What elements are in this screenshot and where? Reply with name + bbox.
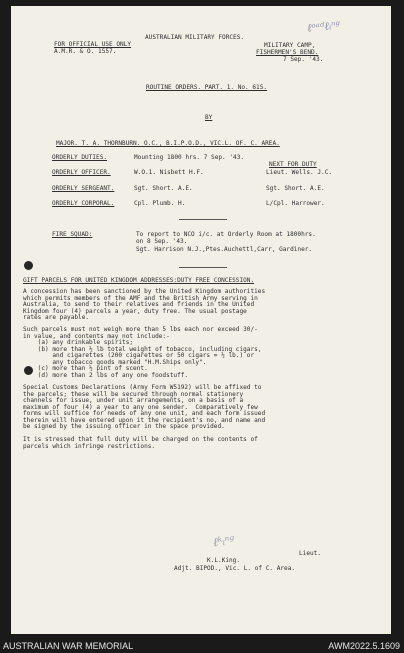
paragraph-line: be signed by the issuing officer in the space provided.	[23, 423, 225, 430]
paragraph-line: channels for issue, under unit arrangements, on a basis of a	[23, 397, 244, 404]
document-title: AUSTRALIAN MILITARY FORCES.	[145, 34, 245, 41]
reference-number: A.M.R. & O. 1557.	[54, 48, 117, 55]
classification-label: FOR OFFICIAL USE ONLY	[54, 41, 132, 48]
paragraph-line: It is stressed that full duty will be charged on the contents of	[23, 436, 258, 443]
fire-squad-label: FIRE SQUAD:	[52, 231, 93, 238]
signature-rank: Lieut.	[299, 550, 322, 557]
document-date: 7 Sep. '43.	[283, 56, 324, 63]
orderly-officer-next: Lieut. Wells. J.C.	[266, 169, 333, 176]
camp-location: FISHERMEN'S BEND.	[256, 49, 319, 56]
orderly-corporal-label: ORDERLY CORPORAL.	[52, 200, 115, 207]
footer-source: AUSTRALIAN WAR MEMORIAL	[3, 641, 134, 651]
paragraph-line: rates are payable.	[23, 314, 90, 321]
orderly-officer-label: ORDERLY OFFICER.	[52, 169, 111, 176]
camp-name: MILITARY CAMP,	[264, 42, 316, 49]
paragraph-line: A concession has been sanctioned by the United Kingdom authorities	[23, 288, 266, 295]
signature-title: Adjt. BIPOD., Vic. L. of C. Area.	[174, 565, 296, 572]
paragraph-line: which permits members of the AMF and the British Army serving in	[23, 294, 258, 302]
fire-squad-line-2: on 8 Sep. '43.	[136, 238, 188, 245]
footer-accession: AWM2022.5.1609	[328, 641, 400, 651]
paragraph-line: (d) more than 2 lbs of any one foodstuff.	[23, 371, 189, 379]
orderly-sergeant-label: ORDERLY SERGEANT.	[52, 185, 115, 192]
punch-hole-top	[24, 261, 33, 270]
handwritten-annotation: ℓᵒᵃᵈℓᵢⁿᵍ	[306, 18, 341, 35]
next-for-duty-label: NEXT FOR DUTY	[269, 161, 317, 168]
paragraph-line: (a) any drinkable spirits;	[23, 339, 134, 346]
paragraph-line: (c) more than ½ pint of scent.	[23, 365, 148, 372]
paragraph-line: Special Customs Declarations (Army Form W5192) will be affixed to	[23, 384, 262, 391]
paragraph-line: forms will suffice for needs of any one unit, and each form issued	[23, 410, 266, 417]
handwritten-signature: ℓᵏᵢⁿᵍ	[212, 532, 236, 550]
orders-heading: ROUTINE ORDERS. PART. 1. No. 615.	[146, 84, 268, 91]
paragraph-line: Such parcels must not weigh more than 5 lbs each nor exceed 30/-	[23, 326, 258, 333]
paragraph-line: the parcels; these will be secured through normal stationery	[23, 390, 244, 398]
fire-squad-line-3: Sgt. Harrison N.J.,Ptes.Auchettl,Carr, Gardiner.	[136, 246, 313, 253]
paragraph-line: (b) more than ½ lb total weight of tobacco, including cigars,	[23, 345, 262, 353]
orderly-sergeant-next: Sgt. Short. A.E.	[266, 185, 325, 192]
paragraph-line: therein will have entered upon it the recipient's no, and name and	[23, 416, 266, 424]
orders-by: BY	[205, 114, 213, 121]
paragraph-line: Kingdom four (4) parcels a year, duty free. The usual postage	[23, 307, 247, 315]
orderly-corporal-current: Cpl. Plumb. H.	[134, 200, 186, 207]
orderly-sergeant-current: Sgt. Short. A.E.	[134, 185, 193, 192]
paragraph-line: Australia, to send to their relatives and friends in the United	[23, 301, 255, 308]
orderly-duties-value: Mounting 1800 hrs. 7 Sep. '43.	[134, 154, 245, 161]
commanding-officer: MAJOR. T. A. THORNBURN. O.C., B.I.P.O.D., VIC.L. OF. C. AREA.	[56, 140, 280, 147]
paragraph-line: and cigarettes (200 cigarettes or 50 cigars = ½ lb.) or	[23, 352, 255, 359]
footer-bar	[0, 634, 404, 653]
section-divider	[179, 219, 227, 220]
paragraph-line: any tobacco goods marked "H.M.Ships only".	[23, 358, 207, 366]
orderly-corporal-next: L/Cpl. Harrower.	[266, 200, 325, 207]
section-divider-2	[179, 267, 227, 268]
paragraph-line: in value, and contents may not include:-	[23, 332, 170, 340]
orderly-duties-label: ORDERLY DUTIES.	[52, 154, 108, 161]
gift-parcels-heading: GIFT PARCELS FOR UNITED KINGDOM ADDRESSES:DUTY FREE CONCESSION.	[23, 277, 255, 284]
orderly-officer-current: W.O.1. Nisbett H.F.	[134, 169, 204, 176]
paragraph-line: parcels which infringe restrictions.	[23, 442, 156, 450]
paragraph-line: maximum of four (4) a year to any one sender. Comparatively few	[23, 403, 258, 411]
fire-squad-line-1: To report to NCO i/c. at Orderly Room at 1800hrs.	[136, 231, 316, 238]
signature-name: K.L.King.	[207, 557, 241, 564]
document-page	[11, 6, 391, 634]
